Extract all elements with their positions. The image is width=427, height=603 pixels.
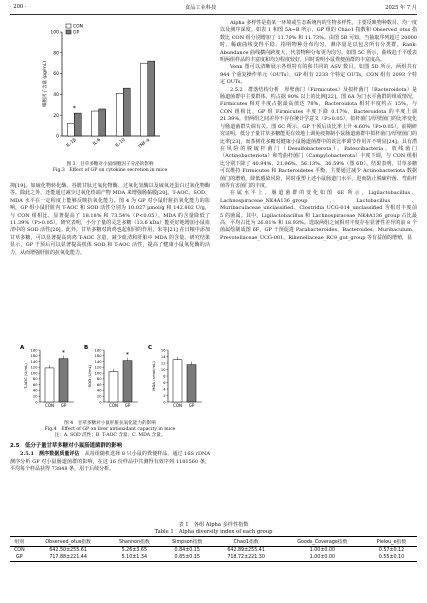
- table-1-caption: [10, 522, 417, 536]
- bar-con: [67, 124, 74, 136]
- legend-swatch-gp: [66, 30, 71, 34]
- table-cell: GP: [16, 555, 23, 560]
- paragraph: 在属水平上，肠道菌群的变化如图 6E 所示，Ligilactobacillus、Lachnospiraceae_NK4A136_group、Lactobacillus、Muribaculaceae_unclassified、Clostridia_UCG-014_unclassified 为相对丰度前 5 的菌属。其中，Ligilactobacillus 和 Lachnospiraceae_NK4A136_group 占比最高，平均占比为 26.81% 和 18.93%。选取两组之间相对丰度存在显著性差异的前 8 个菌属绘制成图 6F，GP 干预促进 Parabacteroides、Bacteroides、Muribaculum、Prevotellaceae_UCG-001、Rikenellaceae_RC9_gut_group 等有益菌的增殖，显: [220, 190, 417, 241]
- figure-4-caption-cn: 图 4 甘草多糖对小鼠肝脏抗氧化能力的影响: [64, 421, 156, 426]
- y-tick-label: 16: [160, 348, 166, 353]
- bar-gp: [123, 361, 132, 402]
- subsection-heading: 2.5.1 测序数据质量评估: [20, 451, 80, 458]
- table-row: [10, 554, 417, 562]
- figure-4-caption: [10, 421, 210, 439]
- y-tick-label: 80: [53, 51, 59, 57]
- paragraph: Venn 图可以清晰展示各组特有的和共同的 ASV 数目。如图 5D 所示，两组共有 944 个重复操作单元（OUTs），GP 组有 2233 个特定 OUTs，CON 组有 2093 个特定 OUTs。: [220, 64, 417, 86]
- y-axis-label: SOD (U/mL): [87, 364, 92, 388]
- paragraph: [10, 451, 210, 473]
- panel-label: C: [148, 345, 153, 351]
- y-tick-label: 100: [50, 30, 59, 36]
- y-tick-label: 4: [163, 387, 166, 392]
- figure-3-caption-en: Fig.3 Effect of GP on cytokine secretion in mice: [52, 168, 168, 173]
- y-tick-label: 180: [30, 348, 38, 353]
- running-header: [10, 4, 417, 15]
- y-tick-label: 14: [160, 354, 166, 359]
- table-header-cell: Chao1指数: [233, 540, 259, 545]
- bar-gp: [59, 359, 68, 402]
- x-tick-label: GP: [124, 403, 131, 408]
- table-1-title-cn: 表 1 各组 Alpha 多样性指数: [178, 522, 249, 528]
- figure-3-caption: [10, 162, 210, 174]
- table-row: [10, 547, 417, 555]
- y-tick-label: 20: [96, 394, 102, 399]
- x-tick-label: GP: [188, 403, 195, 408]
- table-header-cell: Goods_Coverage指数: [297, 540, 348, 545]
- y-tick-label: 8: [163, 374, 166, 379]
- journal-name: 食品工业科技: [185, 5, 217, 11]
- bar-con: [173, 360, 182, 402]
- table-cell: 0.55±0.10: [378, 555, 405, 560]
- section-2-5: [10, 441, 210, 474]
- table-cell: 1.00±0.00: [309, 555, 336, 560]
- significance-mark: *: [62, 349, 65, 357]
- y-tick-label: 60: [53, 72, 59, 78]
- figure-3-caption-cn: 图 3 甘草多糖对小鼠细胞因子分泌的影响: [66, 162, 154, 167]
- table-cell: 718.72±221.30: [227, 555, 265, 560]
- legend-label: CON: [73, 24, 84, 30]
- paragraph: 2.5.2 群落结构分析 厚壁菌门（Firmicutes）及拟杆菌门（Bacteroidota）是肠道菌群中主要群体，约占据 90% 以上的比例[22]。图 6A 为门水平菌群的组成情况，Firmicutes 相对丰度占据最高值达 78%，Bacteroidota 相对丰度约占 15%。与 CON 组相比，GP 组 Firmicutes 丰度下降 0.17%，Bacteroidota 的丰度上调 21.39%。但两组之间差异不存在统计学意义（P>0.05）。拟杆菌门/厚壁菌门的比率变化与肠道菌群失调有关。图 6C 所示，GP 干预后该比率上升 4.60%（P>0.05）。前期研究证明，低分子量甘草多糖能更有效地上调免疫抑制小鼠肠道菌群中拟杆菌门/厚壁菌门的比率[23]，而茶树花多糖对健康小鼠肠道菌群中的该比率调节作用并不明显[24]。具有潜在风险的脱硫杆菌门（Desulfobacterota）、Patescibacteria、放线菌门（Actinobacteriota）和弯曲杆菌门（Campylobacterota）丰度下调，与 CON 组相比分别下降了 40.94%、21.96%、56.13%、36.59%（图 6D）。结果表明，甘草多糖可以维持 Firmicutes 和 Bacteroidetes 平衡，主要通过减少 Actinobacteriota 数据菌门的增殖，降低感染风险，同时重塑上述小鼠肠道门水平，进而防止脱硫杆菌、弯曲杆菌等有害菌门的丰度。: [220, 86, 417, 189]
- table-cell: 0.85±0.15: [174, 555, 200, 560]
- x-tick-label: IL-6: [92, 137, 103, 147]
- y-tick-label: 0: [35, 400, 38, 405]
- y-axis-label: MDA (nmol/mL): [151, 361, 156, 391]
- table-cell: 5.26±3.65: [121, 548, 147, 553]
- panel-label: B: [84, 345, 89, 351]
- panel-label: A: [20, 345, 25, 351]
- y-tick-label: 40: [32, 388, 38, 393]
- bar-con: [45, 368, 54, 402]
- y-tick-label: 160: [94, 354, 102, 359]
- table-cell: 1.00±0.00: [309, 548, 336, 553]
- table-1-title-en: Table 1 Alpha diversity index of each group: [154, 529, 273, 535]
- figure-4-note: 注：A. SOD 活性；B. T-AOC 含量；C. MDA 含量。: [54, 433, 166, 438]
- x-tick-label: CON: [173, 403, 182, 408]
- y-tick-label: 0: [163, 400, 166, 405]
- table-header-cell: Shannon指数: [118, 540, 150, 545]
- table-header-row: [10, 537, 417, 547]
- issue-date: 2025 年 7 月: [385, 5, 417, 11]
- y-tick-label: 40: [53, 93, 59, 98]
- antioxidant-bar-charts: [10, 342, 210, 417]
- paragraph-text: 从每组随机选择 8 只小鼠的粪便样品，通过 16S rDNA 测序分析 GP 对小鼠肠道菌群的影响，在这 16 份样品中共测得有效序列 1181560 条，平均每个样品获得 73848 条，用于后续分析。: [10, 451, 210, 473]
- x-tick-label: CON: [45, 403, 54, 408]
- right-column-text: [220, 20, 417, 242]
- y-tick-label: 160: [30, 354, 38, 359]
- y-tick-label: 100: [30, 371, 38, 376]
- bar-gp: [148, 61, 155, 136]
- figure-4-caption-en: Fig.4 Effect of GP on liver antioxidant capacity in mice: [44, 427, 176, 432]
- y-tick-label: 12: [160, 361, 166, 366]
- significance-mark: *: [126, 351, 129, 359]
- bar-con: [116, 93, 123, 136]
- y-tick-label: 60: [96, 382, 102, 387]
- y-tick-label: 40: [96, 388, 102, 393]
- y-tick-label: 6: [163, 380, 166, 385]
- table-cell: CON: [13, 548, 25, 553]
- bar-con: [92, 111, 99, 136]
- table-header-cell: Pielou_e指数: [376, 540, 407, 545]
- y-tick-label: 60: [32, 382, 38, 387]
- x-tick-label: CON: [109, 403, 118, 408]
- table-1: [10, 522, 417, 562]
- y-tick-label: 180: [94, 348, 102, 353]
- bar-gp: [123, 88, 130, 136]
- bar-gp: [74, 113, 81, 136]
- y-tick-label: 20: [53, 113, 59, 119]
- table-cell: 0.84±0.15: [174, 548, 200, 553]
- table-cell: 642.89±255.41: [227, 548, 265, 553]
- table-cell: 5.10±1.34: [121, 555, 147, 560]
- left-column-text: [10, 183, 210, 257]
- x-tick-label: TNF-α: [137, 137, 152, 151]
- table-cell: 0.57±0.12: [378, 548, 405, 553]
- alpha-diversity-table: [10, 536, 417, 562]
- y-tick-label: 80: [96, 377, 102, 382]
- bar-gp: [187, 365, 196, 402]
- bar-con: [141, 63, 148, 136]
- section-heading: 2.5 低分子量甘草多糖对小鼠肠道菌群的影响: [10, 443, 122, 449]
- bar-gp: [99, 109, 106, 136]
- table-cell: 642.50±255.61: [49, 548, 87, 553]
- y-tick-label: 140: [30, 359, 38, 364]
- figure-3: [10, 18, 210, 178]
- y-tick-label: 0: [99, 400, 102, 405]
- y-tick-label: 20: [32, 394, 38, 399]
- x-tick-label: GP: [60, 403, 67, 408]
- y-tick-label: 120: [94, 365, 102, 370]
- paragraph: 抑[19]。如硫化物转化酶、谷胱甘肽过氧化物酶、过氧化氢酶以及硫氧还蛋白过氧化物酶等。除此之外，还能通过减少过氧化终端产物 MDA 来增强肠黏膜[20]。T-AOC、SOD、MDA 水平在一定程度上能够反映抗氧化能力。图 4 为 GP 对小鼠肝脏抗氧化能力的影响，GP 组小鼠肝脏内 T-AOC 和 SOD 活性分别为 10.027 μmol/g 和 142.802 U/g，与 CON 组相比，显著提高了 18.18% 和 73.54%（P<0.05）。MDA 的含量降低了 11.39%（P>0.05）。研究表明，小分子量的灵芝多糖（13.6 kDa）能更好地增加小鼠血清中的 SOD 活性[20]。此外，甘草多糖对肉鸡也起相同的作用，朱等[21] 在日粮中添加甘草多糖，可以显著提高肉鸡 T-AOC 含量，减少血清和肝脏中 MDA 的含量。研究结果显示，GP 干预后可以显著提高机体 SOD 和 T-AOC 活性，提高了健康小鼠氧化酶的活力，从而增强肝脏的抗氧化能力。: [10, 183, 210, 256]
- y-tick-label: 80: [32, 377, 38, 382]
- cytokine-bar-chart: [10, 18, 210, 158]
- paragraph: Alpha 多样性是指某一环境或生态系统内的生物多样性，主要反映物种数目、均一度以及测序深度。如表 1 和图 5A~B 所示，GP 组的 Chao1 指数和 Observed_otus 指数比 CON 组分别增加了 11.79% 和 11.73%。由图 5B 可知，当抽取序列超过 20000 时，稀疏曲线变得平稳，指明物种分布均匀，测序量足以包含所有分类群。Rank-Abundance 曲线横向跨度大，代表物种分布更为均匀。如图 5C 所示，曲线趋于平缓表明两组样品的丰富度和均匀程度较好，同时说明小鼠粪便菌群的丰富度高。: [220, 20, 417, 64]
- table-header-cell: Simpson指数: [172, 540, 203, 545]
- y-tick-label: 10: [160, 367, 166, 372]
- x-tick-label: IL-1β: [65, 137, 78, 149]
- y-tick-label: 2: [163, 393, 166, 398]
- table-header-cell: Observed_otus指数: [45, 540, 91, 545]
- bar-con: [109, 372, 118, 402]
- y-axis-label: 细胞因子含量 (pg/mL): [43, 60, 48, 108]
- page-number: · 200 ·: [10, 4, 27, 10]
- x-tick-label: IL-10: [114, 137, 127, 149]
- table-header-cell: 组别: [14, 540, 25, 545]
- y-tick-label: 140: [94, 359, 102, 364]
- y-tick-label: 0: [56, 134, 59, 140]
- y-tick-label: 100: [94, 371, 102, 376]
- legend-swatch-con: [66, 24, 71, 28]
- legend-label: GP: [73, 30, 80, 36]
- y-tick-label: 120: [30, 365, 38, 370]
- significance-mark: *: [72, 105, 76, 113]
- y-axis-label: T-AOC (U/mL): [23, 363, 28, 389]
- table-cell: 717.88±221.44: [49, 555, 87, 560]
- figure-4: [10, 342, 210, 437]
